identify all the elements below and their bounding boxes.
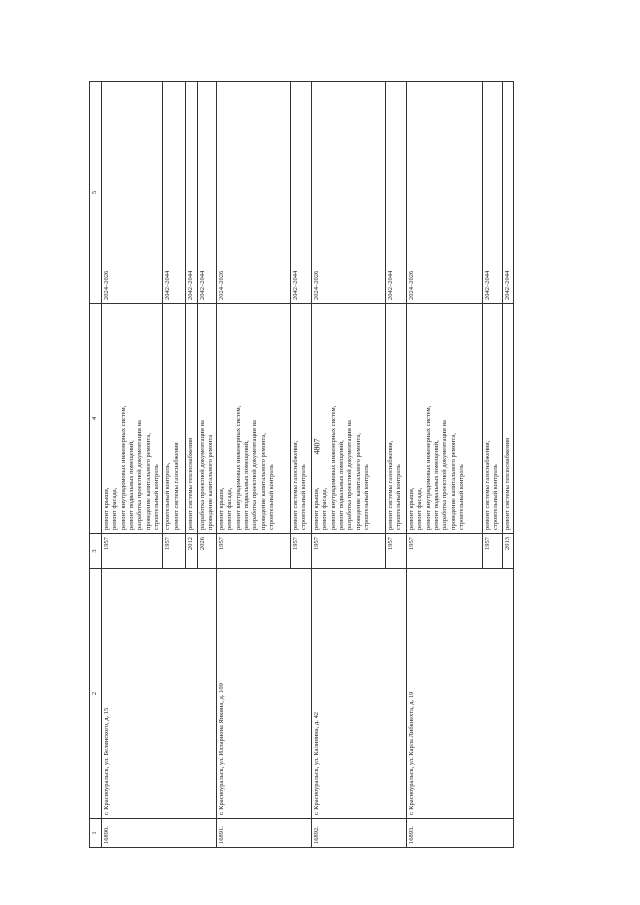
work-type-line: строительный контроль,	[164, 462, 172, 530]
row-number: 16892.	[312, 819, 407, 848]
repair-period: 2024–2026	[407, 82, 483, 304]
table-header-row	[90, 82, 102, 848]
work-type-line: строительный контроль	[458, 464, 465, 530]
commissioning-year: 1957	[407, 534, 483, 569]
table-row	[217, 82, 291, 848]
column-header: 4	[90, 304, 102, 534]
row-number: 16891.	[217, 819, 312, 848]
repair-period: 2024–2026	[217, 82, 291, 304]
work-type-line: ремонт фасада,	[321, 487, 329, 530]
work-types	[291, 304, 312, 534]
repair-period: 2042–2044	[386, 82, 407, 304]
work-type-line: строительный контроль	[395, 464, 403, 530]
repair-period: 2042–2044	[502, 82, 513, 304]
house-address: г. Красноуральск, ул. Карла Либкнехта, д. 19	[407, 569, 514, 819]
work-type-line: проведение капитального ремонта,	[449, 433, 457, 530]
commissioning-year: 1957	[483, 534, 503, 569]
page-number: 4807	[312, 438, 322, 455]
work-type-line: строительный контроль	[300, 464, 308, 530]
work-type-line: разработка проектной документации на	[441, 420, 449, 530]
work-types	[502, 304, 513, 534]
column-header: 2	[90, 569, 102, 819]
work-type-line: разработка проектной документации на	[251, 420, 259, 530]
row-number: 16890.	[102, 819, 217, 848]
work-type-line: ремонт системы газоснабжения	[172, 442, 180, 530]
work-type-line: проведение капитального ремонта,	[259, 433, 267, 530]
commissioning-year: 1957	[291, 534, 312, 569]
work-type-line: ремонт системы теплоснабжения	[503, 437, 511, 530]
work-type-line: строительный контроль	[492, 464, 500, 530]
work-type-line: ремонт подвальных помещений,	[433, 440, 441, 530]
table-row	[102, 82, 163, 848]
work-type-line: ремонт крыши,	[313, 487, 321, 530]
column-header: 1	[90, 819, 102, 848]
work-types	[483, 304, 503, 534]
house-address: г. Красноуральск, ул. Калинина, д. 42	[312, 569, 407, 819]
repair-period: 2024–2026	[102, 82, 163, 304]
repair-period: 2042–2044	[186, 82, 197, 304]
work-type-line: разработка проектной документации на	[136, 420, 144, 530]
work-type-line: ремонт крыши,	[218, 487, 226, 530]
work-type-line: ремонт внутридомовых инженерных систем,	[329, 405, 337, 530]
table-row	[407, 82, 483, 848]
capital-repair-table	[89, 81, 514, 848]
work-type-line: разработка проектной документации на	[346, 420, 354, 530]
work-type-line: ремонт системы газоснабжения,	[484, 440, 492, 530]
work-types	[186, 304, 197, 534]
work-type-line: ремонт внутридомовых инженерных систем,	[234, 405, 242, 530]
work-types	[312, 304, 386, 534]
work-types	[163, 304, 186, 534]
table-row	[312, 82, 386, 848]
commissioning-year: 1957	[102, 534, 163, 569]
commissioning-year: 2026	[197, 534, 217, 569]
work-type-line: ремонт крыши,	[103, 487, 110, 530]
commissioning-year: 1957	[163, 534, 186, 569]
repair-period: 2042–2044	[483, 82, 503, 304]
column-header: 5	[90, 82, 102, 304]
work-type-line: ремонт внутридомовых инженерных систем,	[424, 405, 432, 530]
work-type-line: ремонт внутридомовых инженерных систем,	[119, 405, 127, 530]
row-number: 16893.	[407, 819, 514, 848]
work-type-line: ремонт фасада,	[111, 487, 119, 530]
work-type-line: ремонт системы газоснабжения,	[387, 440, 395, 530]
work-type-line: проведение капитального ремонта	[206, 434, 214, 530]
work-type-line: ремонт крыши,	[408, 487, 416, 530]
work-type-line: проведение капитального ремонта,	[144, 433, 152, 530]
work-types	[407, 304, 483, 534]
work-type-line: строительный контроль	[268, 464, 275, 530]
work-type-line: ремонт фасада,	[416, 487, 424, 530]
repair-period: 2042–2044	[291, 82, 312, 304]
work-types	[197, 304, 217, 534]
work-type-line: строительный контроль	[363, 464, 370, 530]
work-type-line: проведение капитального ремонта,	[354, 433, 362, 530]
work-type-line: строительный контроль	[152, 464, 160, 530]
work-types	[217, 304, 291, 534]
commissioning-year: 1957	[312, 534, 386, 569]
house-address: г. Красноуральск, ул. Иллариона Янкина, д. 109	[217, 569, 312, 819]
table-body	[102, 82, 514, 848]
work-types	[102, 304, 163, 534]
work-type-line: ремонт системы газоснабжения,	[292, 440, 300, 530]
commissioning-year: 1957	[386, 534, 407, 569]
work-type-line: ремонт подвальных помещений,	[243, 440, 251, 530]
work-type-line: ремонт фасада,	[226, 487, 234, 530]
repair-period: 2042–2044	[163, 82, 186, 304]
column-header: 3	[90, 534, 102, 569]
work-type-line: ремонт системы теплоснабжения	[187, 437, 195, 530]
work-type-line: разработка проектной документации на	[198, 420, 206, 530]
work-type-line: ремонт подвальных помещений,	[127, 440, 135, 530]
repair-period: 2024–2026	[312, 82, 386, 304]
rotated-table-wrapper	[89, 82, 601, 848]
work-types	[386, 304, 407, 534]
commissioning-year: 2013	[502, 534, 513, 569]
work-type-line: ремонт подвальных помещений,	[338, 440, 346, 530]
repair-period: 2042–2044	[197, 82, 217, 304]
commissioning-year: 2012	[186, 534, 197, 569]
house-address: г. Красноуральск, ул. Белинского, д. 15	[102, 569, 217, 819]
commissioning-year: 1957	[217, 534, 291, 569]
